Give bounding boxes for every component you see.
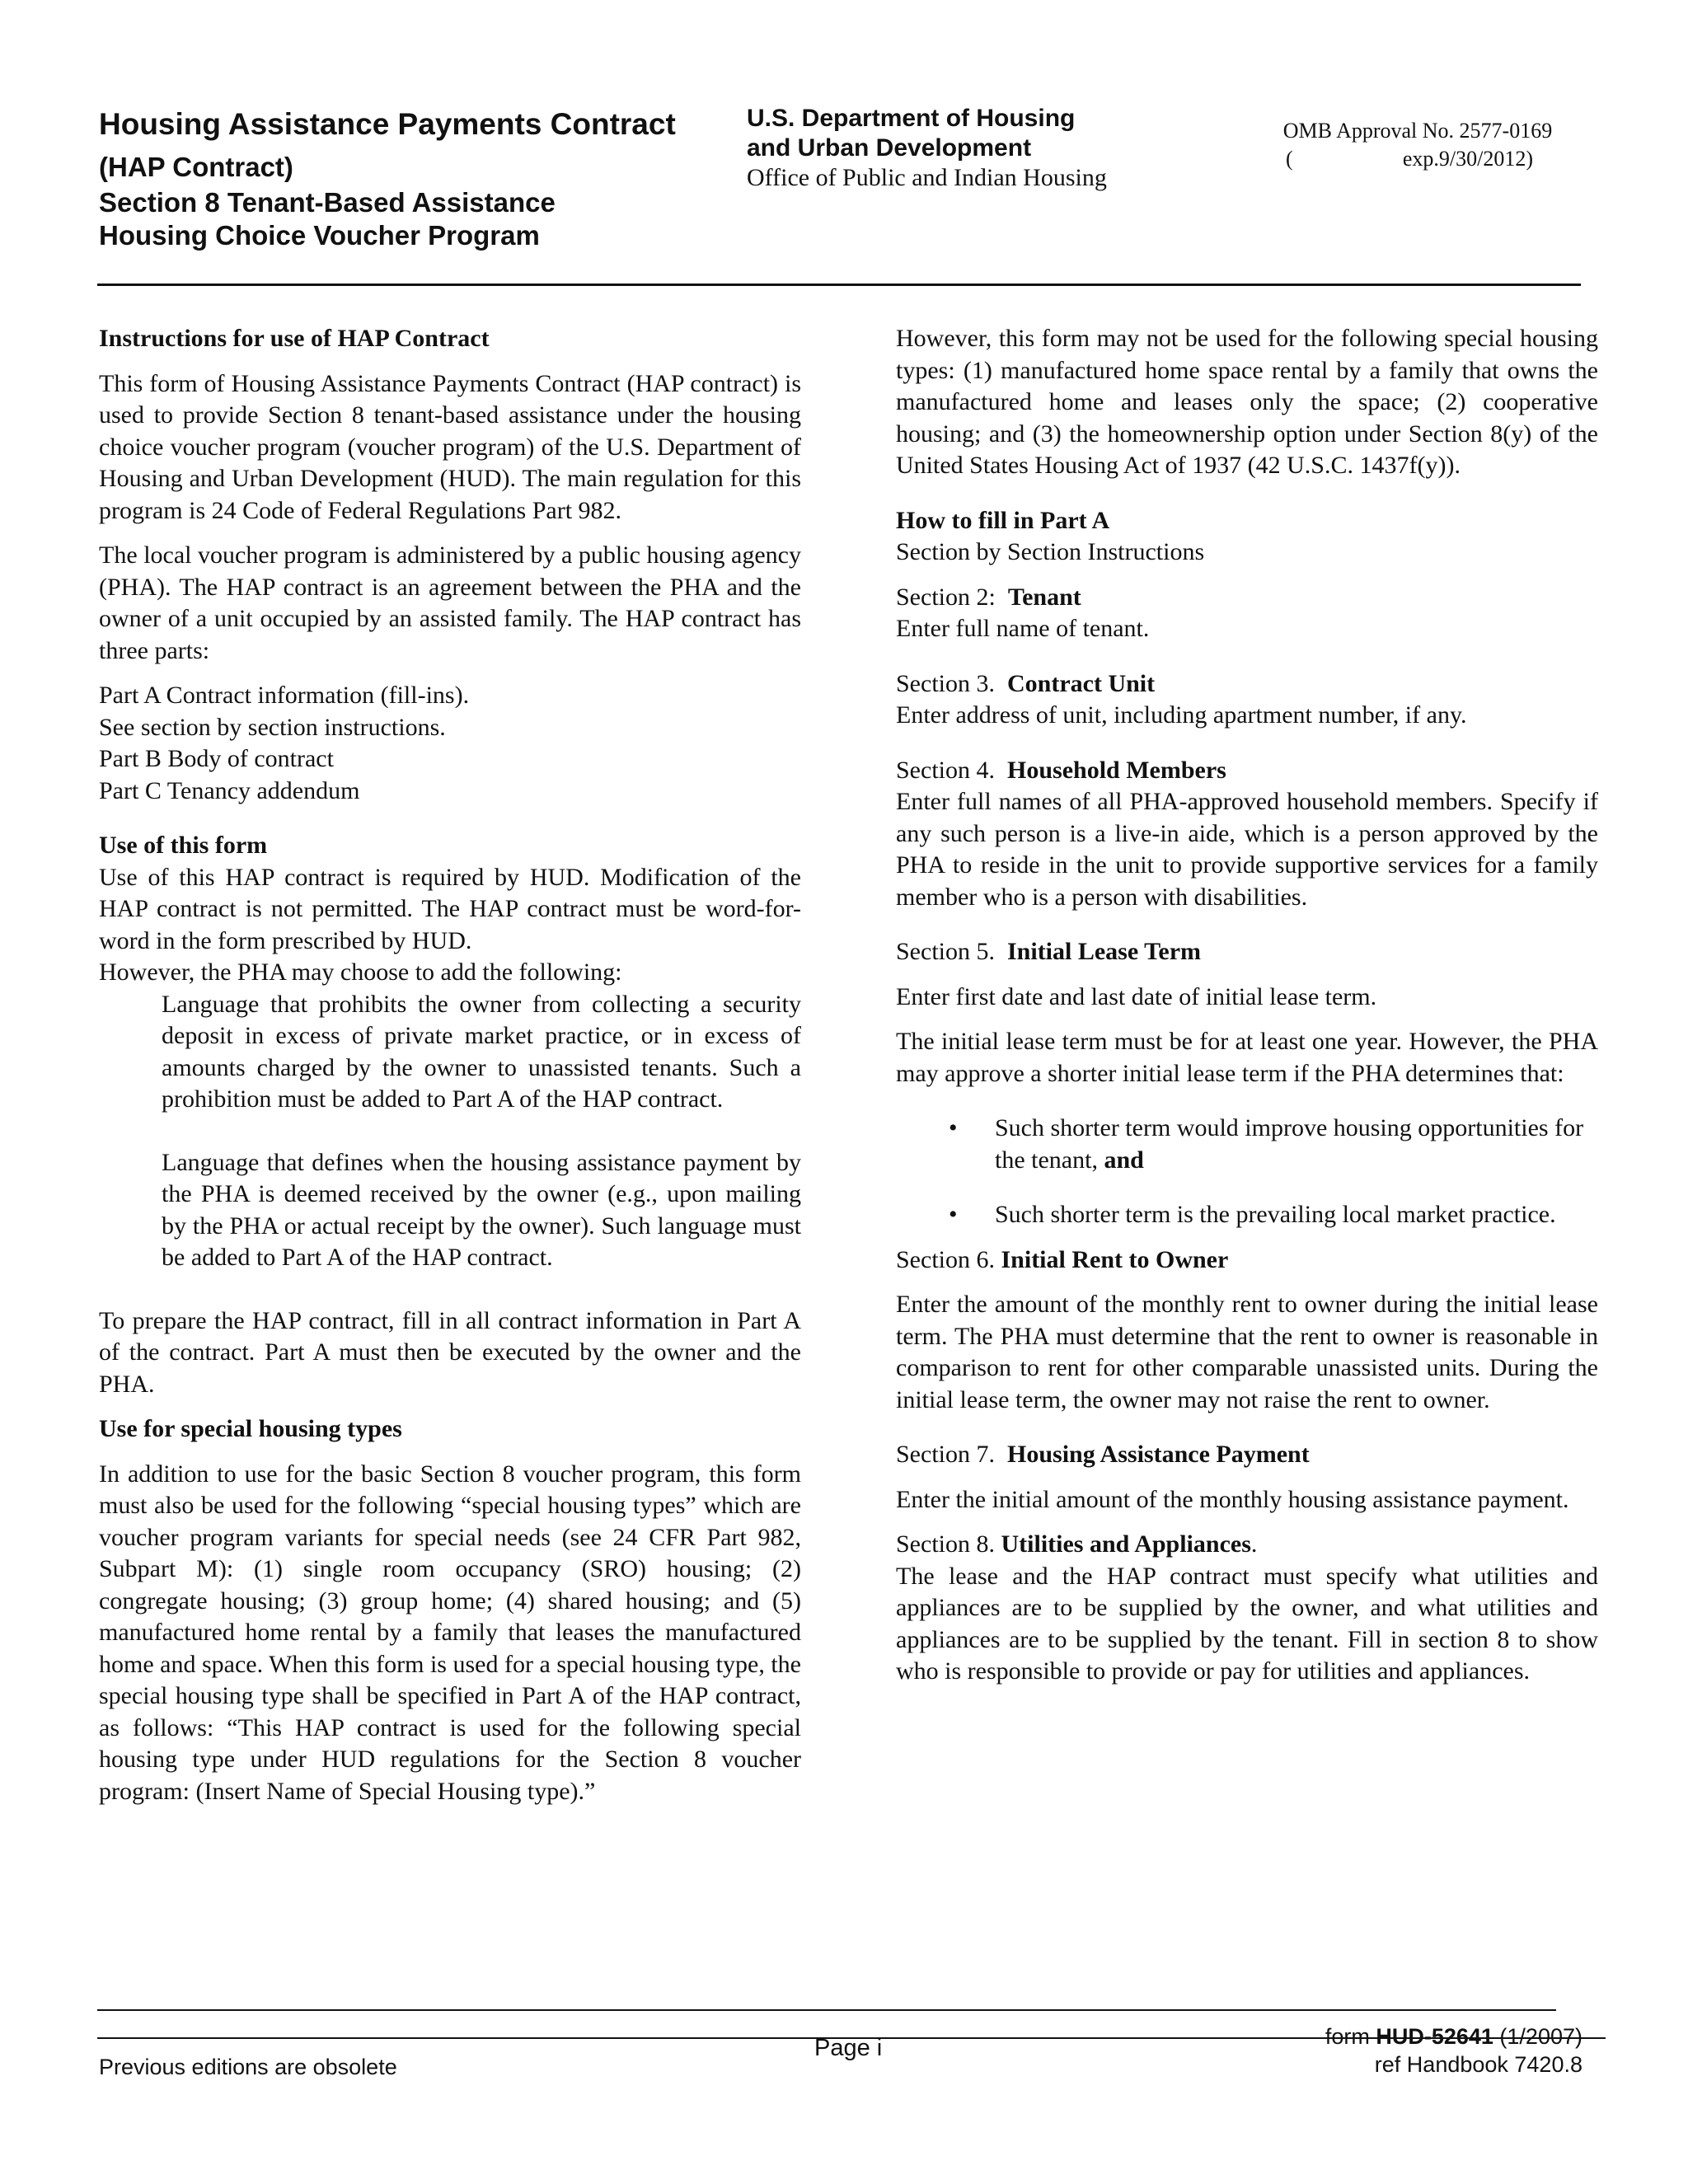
left-column (99, 323, 801, 1807)
bullet-item: • Such shorter term is the prevailing local market practice. (949, 1201, 1556, 1228)
section-8-heading: Section 8. Utilities and Appliances. (896, 1530, 1258, 1558)
document-subtitle: (HAP Contract) (99, 152, 293, 182)
section-line: Section 8 Tenant-Based Assistance (99, 187, 556, 218)
heading-special-housing: Use for special housing types (99, 1415, 402, 1442)
form-reference (1286, 2022, 1582, 2079)
form-number: form HUD-52641 (1/2007) (1325, 2024, 1582, 2049)
section-2-text: Enter full name of tenant. (896, 615, 1150, 642)
section-6-heading: Section 6. Initial Rent to Owner (896, 1245, 1229, 1273)
heading-instructions: Instructions for use of HAP Contract (99, 325, 490, 352)
parts-item: Part B Body of contract (99, 745, 334, 772)
section-3-text: Enter address of unit, including apartment number, if any. (896, 701, 1467, 729)
heading-use-of-form: Use of this form (99, 832, 268, 859)
paragraph-language-payment: Language that defines when the housing assistance payment by the PHA is deemed received by the owner (e.g., upon mailing by the PHA or actual receipt by the owner). Such language must be added to Part A of the HAP contract. (162, 1148, 801, 1271)
header-divider (97, 284, 1581, 286)
exp-date: exp.9/30/2012) (1402, 147, 1533, 171)
agency-block (747, 104, 1159, 193)
section-4-heading: Section 4. Household Members (896, 756, 1226, 784)
section-7-heading: Section 7. Housing Assistance Payment (896, 1441, 1310, 1468)
right-column (896, 323, 1598, 1688)
section-5-rule: The initial lease term must be for at least one year. However, the PHA may approve a shorter initial lease term if the PHA determines that: (896, 1028, 1598, 1087)
office-name: Office of Public and Indian Housing (747, 164, 1107, 191)
section-2-heading: Section 2: Tenant (896, 583, 1081, 611)
exp-open-paren: ( (1286, 147, 1293, 171)
paragraph-however: However, the PHA may choose to add the following: (99, 958, 622, 986)
footer-obsolete-note: Previous editions are obsolete (99, 2055, 397, 2079)
section-3-heading: Section 3. Contract Unit (896, 669, 1156, 697)
section-7-text: Enter the initial amount of the monthly housing assistance payment. (896, 1485, 1569, 1513)
section-5-text: Enter first date and last date of initial lease term. (896, 982, 1377, 1010)
section-4-text: Enter full names of all PHA-approved household members. Specify if any such person is a live-in aide, which is a person approved by the PHA to reside in the unit to provide supportive services for a family member who is a person with disabilities. (896, 788, 1598, 911)
section-6-text: Enter the amount of the monthly rent to owner during the initial lease term. The PHA must determine that the rent to owner is reasonable in comparison to rent for other comparable unassisted units. During the initial lease term, the owner may not raise the rent to owner. (896, 1291, 1598, 1413)
program-line: Housing Choice Voucher Program (99, 220, 540, 251)
handbook-reference: ref Handbook 7420.8 (1374, 2052, 1582, 2077)
document-title-block (99, 104, 725, 252)
agency-name-line2: and Urban Development (747, 134, 1032, 162)
subheading-section-instructions: Section by Section Instructions (896, 538, 1205, 565)
section-5-heading: Section 5. Initial Lease Term (896, 938, 1202, 965)
paragraph-program: The local voucher program is administered by a public housing agency (PHA). The HAP contract is an agreement between the PHA and the owner of a unit occupied by an assisted family. The HAP contract has three parts: (99, 541, 801, 664)
heading-how-to-fill: How to fill in Part A (896, 506, 1110, 534)
paragraph-not-used: However, this form may not be used for the following special housing types: (1) manufactured home space rental by a family that owns the manufactured home and leases only the space; (2) cooperative housing; and (3) the homeownership option under Section 8(y) of the United States Housing Act of 1937 (42 U.S.C. 1437f(y)). (896, 325, 1598, 479)
omb-approval (1253, 117, 1582, 173)
parts-item: Part A Contract information (fill-ins). (99, 682, 470, 709)
footer-divider (97, 2009, 1556, 2011)
paragraph-use: Use of this HAP contract is required by HUD. Modification of the HAP contract is not permitted. The HAP contract must be word-for-word in the form prescribed by HUD. (99, 863, 801, 954)
parts-item: See section by section instructions. (99, 713, 446, 741)
omb-number: OMB Approval No. 2577-0169 (1282, 119, 1553, 143)
page-number: Page i (814, 2035, 883, 2061)
omb-expiration (1286, 145, 1533, 173)
paragraph-special-housing: In addition to use for the basic Section 8 voucher program, this form must also be used for the following “special housing types” which are voucher program variants for special needs (see 24 CFR Part 982, Subpart M): (1) single room occupancy (SRO) housing; (2) congregate housing; (3) group home; (4) shared housing; and (5) manufactured home rental by a family that leases the manufactured home and space. When this form is used for a special housing type, the special housing type shall be specified in Part A of the HAP contract, as follows: “This HAP contract is used for the following special housing type under HUD regulations for the Section 8 voucher program: (Insert Name of Special Housing type).” (99, 1460, 801, 1805)
paragraph-language-deposit: Language that prohibits the owner from collecting a security deposit in excess of private market practice, or in excess of amounts charged by the owner to unassisted tenants. Such a prohibition must be added to Part A of the HAP contract. (162, 990, 801, 1113)
parts-item: Part C Tenancy addendum (99, 776, 360, 804)
section-8-text: The lease and the HAP contract must specify what utilities and appliances are to be supplied by the owner, and what utilities and appliances are to be supplied by the tenant. Fill in section 8 to show who is responsible to provide or pay for utilities and appliances. (896, 1562, 1598, 1685)
document-title: Housing Assistance Payments Contract (99, 107, 676, 141)
paragraph-intro: This form of Housing Assistance Payments Contract (HAP contract) is used to provide Section 8 tenant-based assistance under the housing choice voucher program (voucher program) of the U.S. Department of Housing and Urban Development (HUD). The main regulation for this program is 24 Code of Federal Regulations Part 982. (99, 369, 801, 524)
agency-name-line1: U.S. Department of Housing (747, 105, 1076, 132)
bullet-item: • Such shorter term would improve housing opportunities for the tenant, and (949, 1114, 1584, 1174)
paragraph-prepare: To prepare the HAP contract, fill in all contract information in Part A of the contract. Part A must then be executed by the owner and the PHA. (99, 1306, 801, 1398)
